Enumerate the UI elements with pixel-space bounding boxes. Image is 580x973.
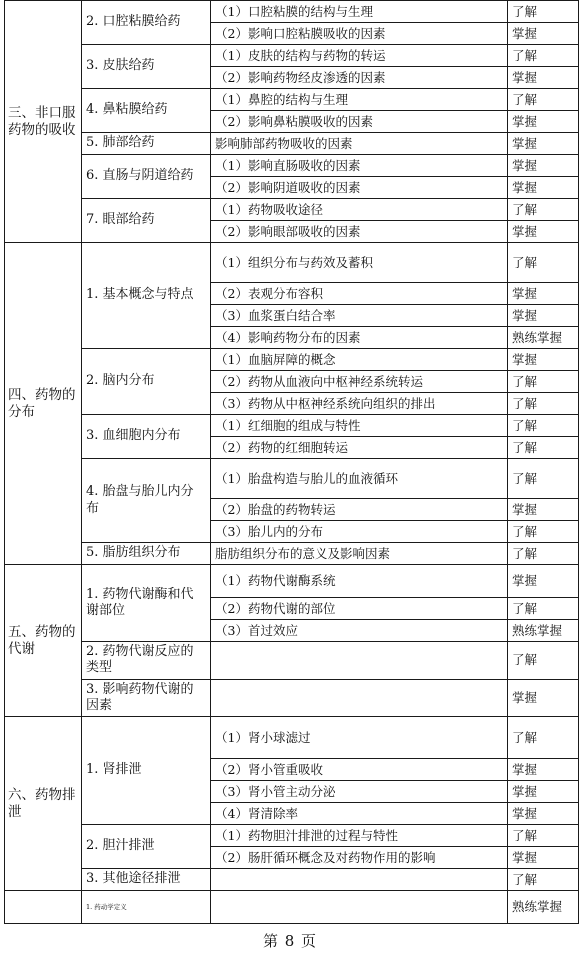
requirement-level: 掌握 xyxy=(508,349,579,371)
item-text: （2）影响口腔粘膜吸收的因素 xyxy=(211,23,508,45)
requirement-level: 了解 xyxy=(508,243,579,283)
table-row xyxy=(5,717,579,759)
table-row xyxy=(5,825,579,847)
table-row xyxy=(5,642,579,680)
syllabus-table-body xyxy=(5,1,579,924)
page-number: 第 8 页 xyxy=(262,932,318,950)
item-text: （3）首过效应 xyxy=(211,620,508,642)
item-text: （2）影响药物经皮渗透的因素 xyxy=(211,67,508,89)
topic-title: 5. 肺部给药 xyxy=(82,133,211,155)
item-text xyxy=(211,679,508,717)
table-row xyxy=(5,891,579,924)
item-text: （2）药物代谢的部位 xyxy=(211,598,508,620)
requirement-level: 了解 xyxy=(508,371,579,393)
item-text: （3）血浆蛋白结合率 xyxy=(211,305,508,327)
item-text: （1）药物胆汁排泄的过程与特性 xyxy=(211,825,508,847)
item-text: （2）肾小管重吸收 xyxy=(211,759,508,781)
topic-title: 2. 胆汁排泄 xyxy=(82,825,211,869)
table-row xyxy=(5,199,579,221)
requirement-level: 了解 xyxy=(508,869,579,891)
item-text: （1）药物代谢酶系统 xyxy=(211,565,508,598)
requirement-level: 掌握 xyxy=(508,499,579,521)
item-text: （1）药物吸收途径 xyxy=(211,199,508,221)
requirement-level: 掌握 xyxy=(508,759,579,781)
requirement-level: 了解 xyxy=(508,1,579,23)
section-title: 四、药物的分布 xyxy=(5,243,82,565)
topic-title: 1. 药物代谢酶和代谢部位 xyxy=(82,565,211,642)
requirement-level: 掌握 xyxy=(508,781,579,803)
requirement-level: 掌握 xyxy=(508,847,579,869)
item-text: （2）药物从血液向中枢神经系统转运 xyxy=(211,371,508,393)
requirement-level: 掌握 xyxy=(508,111,579,133)
requirement-level: 了解 xyxy=(508,89,579,111)
topic-title: 1. 基本概念与特点 xyxy=(82,243,211,349)
section-title: 六、药物排泄 xyxy=(5,717,82,891)
requirement-level: 了解 xyxy=(508,598,579,620)
table-row xyxy=(5,543,579,565)
item-text: （1）皮肤的结构与药物的转运 xyxy=(211,45,508,67)
topic-title: 2. 口腔粘膜给药 xyxy=(82,1,211,45)
section-title: 三、非口服药物的吸收 xyxy=(5,1,82,243)
item-text: （1）鼻腔的结构与生理 xyxy=(211,89,508,111)
table-row xyxy=(5,45,579,67)
topic-title: 3. 影响药物代谢的因素 xyxy=(82,679,211,717)
topic-title: 3. 其他途径排泄 xyxy=(82,869,211,891)
requirement-level: 掌握 xyxy=(508,565,579,598)
item-text: （1）口腔粘膜的结构与生理 xyxy=(211,1,508,23)
syllabus-table xyxy=(4,0,579,924)
section-title: 五、药物的代谢 xyxy=(5,565,82,717)
item-text: 影响肺部药物吸收的因素 xyxy=(211,133,508,155)
table-row xyxy=(5,565,579,598)
table-row xyxy=(5,459,579,499)
item-text: （4）影响药物分布的因素 xyxy=(211,327,508,349)
item-text xyxy=(211,891,508,924)
topic-title: 1. 肾排泄 xyxy=(82,717,211,825)
item-text: （1）肾小球滤过 xyxy=(211,717,508,759)
table-row xyxy=(5,1,579,23)
requirement-level: 掌握 xyxy=(508,305,579,327)
item-text: （2）肠肝循环概念及对药物作用的影响 xyxy=(211,847,508,869)
item-text: （3）胎儿内的分布 xyxy=(211,521,508,543)
item-text: （3）肾小管主动分泌 xyxy=(211,781,508,803)
table-row xyxy=(5,89,579,111)
table-row xyxy=(5,133,579,155)
requirement-level: 掌握 xyxy=(508,177,579,199)
topic-title: 6. 直肠与阴道给药 xyxy=(82,155,211,199)
item-text: （4）肾清除率 xyxy=(211,803,508,825)
topic-title: 4. 胎盘与胎儿内分布 xyxy=(82,459,211,543)
requirement-level: 熟练掌握 xyxy=(508,327,579,349)
item-text: （1）组织分布与药效及蓄积 xyxy=(211,243,508,283)
item-text: （2）影响眼部吸收的因素 xyxy=(211,221,508,243)
item-text: （2）胎盘的药物转运 xyxy=(211,499,508,521)
topic-title: 5. 脂肪组织分布 xyxy=(82,543,211,565)
topic-title: 3. 血细胞内分布 xyxy=(82,415,211,459)
requirement-level: 掌握 xyxy=(508,133,579,155)
table-row xyxy=(5,679,579,717)
section-title xyxy=(5,891,82,924)
item-text xyxy=(211,869,508,891)
requirement-level: 了解 xyxy=(508,437,579,459)
requirement-level: 了解 xyxy=(508,393,579,415)
item-text: （1）血脑屏障的概念 xyxy=(211,349,508,371)
item-text: （1）影响直肠吸收的因素 xyxy=(211,155,508,177)
topic-title: 2. 脑内分布 xyxy=(82,349,211,415)
requirement-level: 掌握 xyxy=(508,679,579,717)
requirement-level: 了解 xyxy=(508,543,579,565)
item-text xyxy=(211,642,508,680)
table-row xyxy=(5,869,579,891)
requirement-level: 了解 xyxy=(508,717,579,759)
item-text: 脂肪组织分布的意义及影响因素 xyxy=(211,543,508,565)
requirement-level: 掌握 xyxy=(508,221,579,243)
requirement-level: 了解 xyxy=(508,415,579,437)
topic-title: 3. 皮肤给药 xyxy=(82,45,211,89)
requirement-level: 了解 xyxy=(508,642,579,680)
topic-title: 2. 药物代谢反应的类型 xyxy=(82,642,211,680)
table-row xyxy=(5,243,579,283)
item-text: （2）影响鼻粘膜吸收的因素 xyxy=(211,111,508,133)
topic-title: 7. 眼部给药 xyxy=(82,199,211,243)
requirement-level: 熟练掌握 xyxy=(508,620,579,642)
requirement-level: 了解 xyxy=(508,45,579,67)
requirement-level: 掌握 xyxy=(508,23,579,45)
requirement-level: 掌握 xyxy=(508,283,579,305)
requirement-level: 掌握 xyxy=(508,67,579,89)
item-text: （2）影响阴道吸收的因素 xyxy=(211,177,508,199)
requirement-level: 了解 xyxy=(508,199,579,221)
requirement-level: 掌握 xyxy=(508,803,579,825)
item-text: （1）红细胞的组成与特性 xyxy=(211,415,508,437)
item-text: （1）胎盘构造与胎儿的血液循环 xyxy=(211,459,508,499)
requirement-level: 了解 xyxy=(508,459,579,499)
topic-title: 4. 鼻粘膜给药 xyxy=(82,89,211,133)
requirement-level: 了解 xyxy=(508,825,579,847)
topic-title: 1. 药动学定义 xyxy=(82,891,211,924)
requirement-level: 掌握 xyxy=(508,155,579,177)
item-text: （3）药物从中枢神经系统向组织的排出 xyxy=(211,393,508,415)
requirement-level: 了解 xyxy=(508,521,579,543)
item-text: （2）表观分布容积 xyxy=(211,283,508,305)
item-text: （2）药物的红细胞转运 xyxy=(211,437,508,459)
table-row xyxy=(5,155,579,177)
requirement-level: 熟练掌握 xyxy=(508,891,579,924)
table-row xyxy=(5,415,579,437)
table-row xyxy=(5,349,579,371)
